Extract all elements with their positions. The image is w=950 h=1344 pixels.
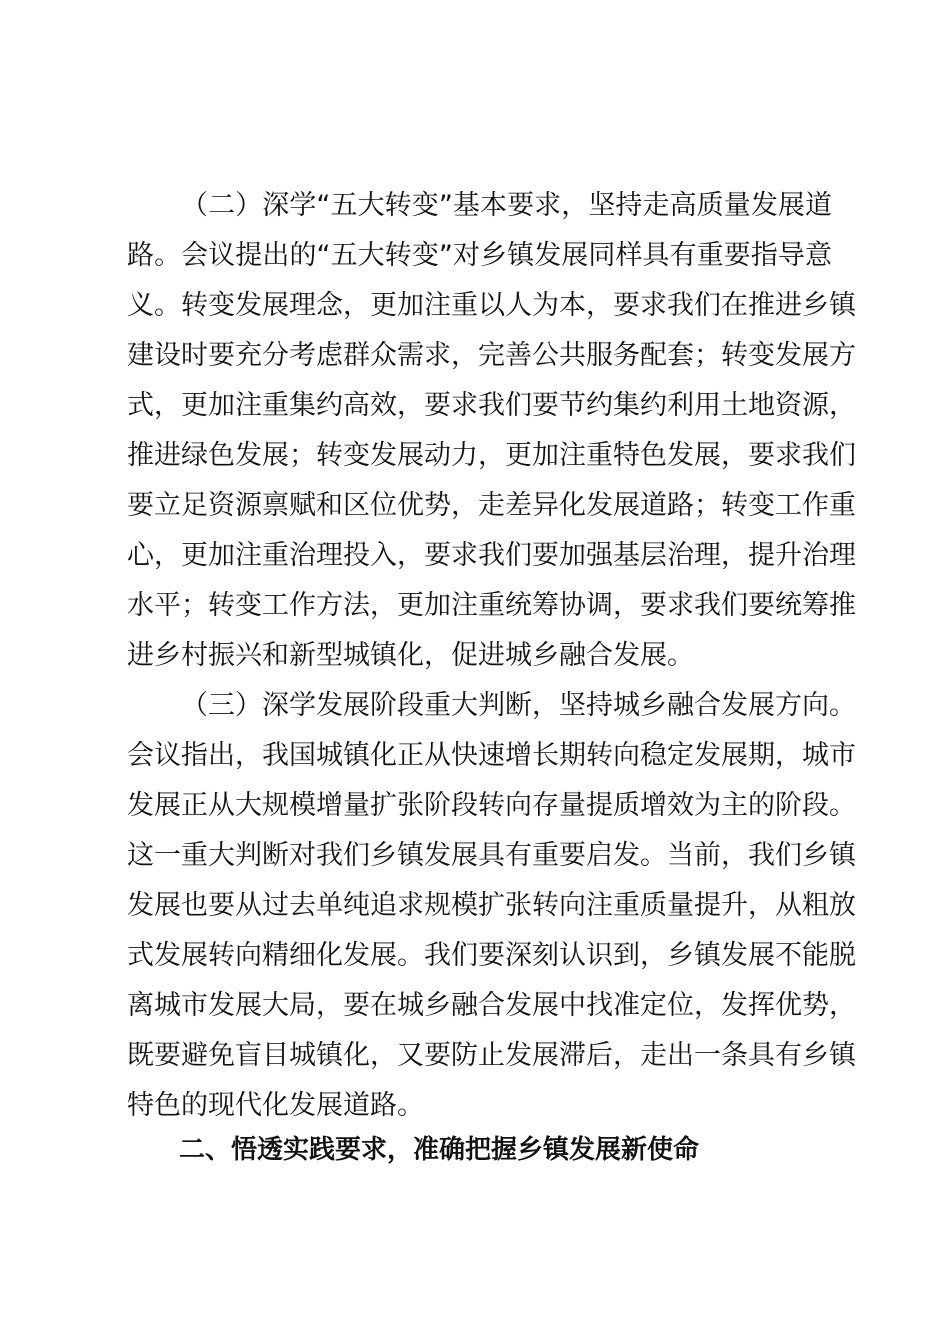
paragraph-2-line-1: （二）深学“五大转变”基本要求，坚持走高质量发展道	[181, 190, 832, 221]
paragraph-2-line-6: 推进绿色发展；转变发展动力，更加注重特色发展，要求我们	[127, 440, 856, 471]
paragraph-3-line-7: 离城市发展大局，要在城乡融合发展中找准定位，发挥优势，	[127, 990, 856, 1021]
paragraph-3-line-9: 特色的现代化发展道路。	[127, 1090, 424, 1121]
paragraph-2-line-3: 义。转变发展理念，更加注重以人为本，要求我们在推进乡镇	[127, 290, 856, 321]
paragraph-2-line-7: 要立足资源禀赋和区位优势，走差异化发展道路；转变工作重	[127, 490, 856, 521]
paragraph-3-line-5: 发展也要从过去单纯追求规模扩张转向注重质量提升，从粗放	[127, 890, 856, 921]
paragraph-3-line-2: 会议指出，我国城镇化正从快速增长期转向稳定发展期，城市	[127, 740, 856, 771]
paragraph-2-line-2: 路。会议提出的“五大转变”对乡镇发展同样具有重要指导意	[127, 240, 832, 271]
paragraph-2-line-5: 式，更加注重集约高效，要求我们要节约集约利用土地资源，	[127, 390, 856, 421]
section-heading: 二、悟透实践要求，准确把握乡镇发展新使命	[179, 1135, 700, 1165]
paragraph-2-line-8: 心，更加注重治理投入，要求我们要加强基层治理，提升治理	[127, 540, 856, 571]
paragraph-3-line-8: 既要避免盲目城镇化，又要防止发展滞后，走出一条具有乡镇	[127, 1040, 856, 1071]
paragraph-2-line-10: 进乡村振兴和新型城镇化，促进城乡融合发展。	[127, 640, 694, 671]
paragraph-3-line-3: 发展正从大规模增量扩张阶段转向存量提质增效为主的阶段。	[127, 790, 856, 821]
paragraph-2-line-4: 建设时要充分考虑群众需求，完善公共服务配套；转变发展方	[127, 340, 856, 371]
paragraph-3-line-6: 式发展转向精细化发展。我们要深刻认识到，乡镇发展不能脱	[127, 940, 856, 971]
paragraph-2-line-9: 水平；转变工作方法，更加注重统筹协调，要求我们要统筹推	[127, 590, 856, 621]
paragraph-3-line-4: 这一重大判断对我们乡镇发展具有重要启发。当前，我们乡镇	[127, 840, 856, 871]
paragraph-3-line-1: （三）深学发展阶段重大判断，坚持城乡融合发展方向。	[181, 690, 856, 721]
